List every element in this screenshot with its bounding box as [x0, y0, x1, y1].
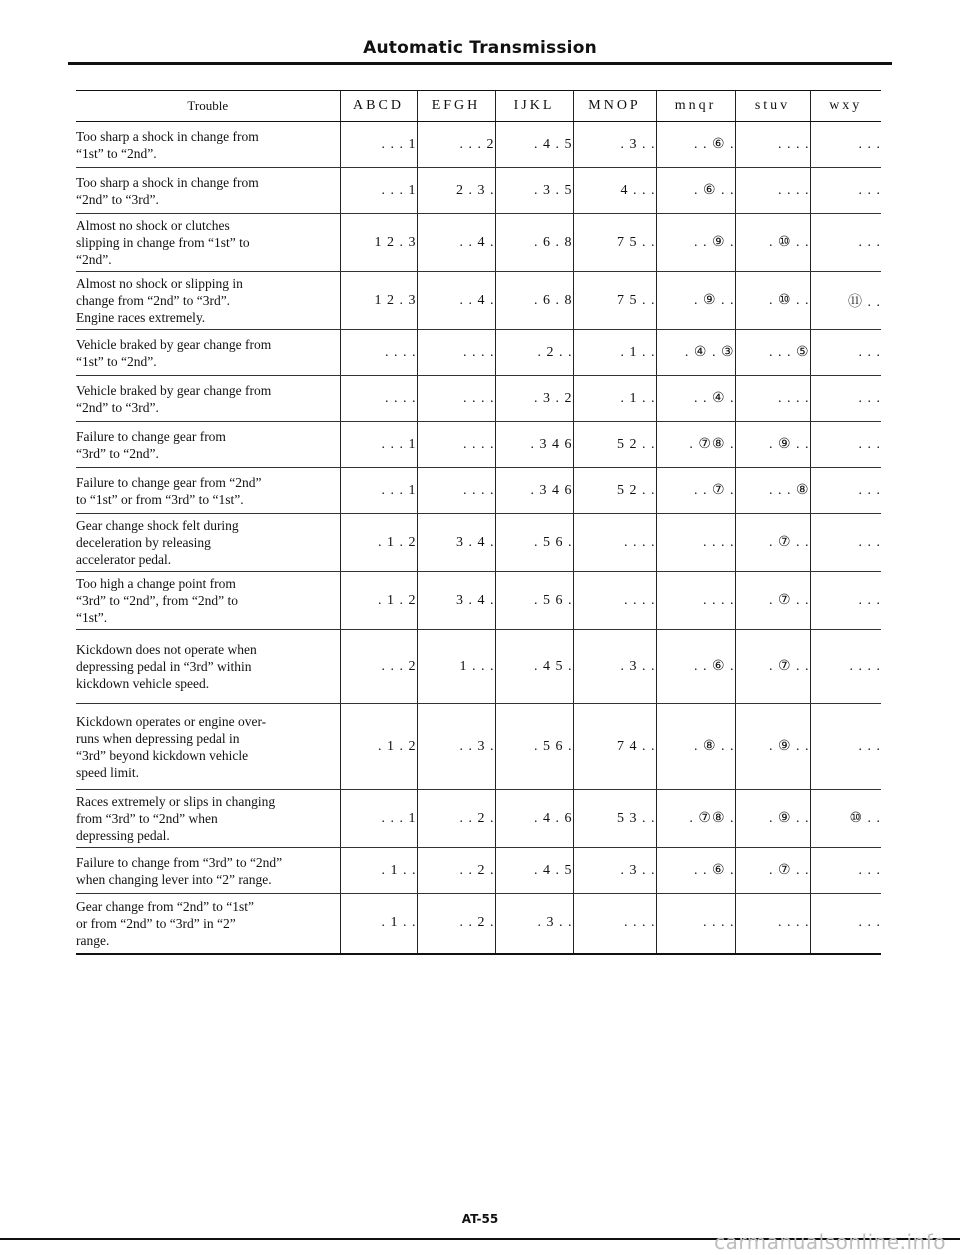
code-cell: . 6 . 8 — [495, 214, 573, 272]
code-cell: 3 . 4 . — [417, 572, 495, 630]
code-cell: . 5 6 . — [495, 704, 573, 790]
code-cell: . . 4 . — [417, 272, 495, 330]
code-cell: 5 2 . . — [573, 422, 656, 468]
code-cell: . . 2 . — [417, 894, 495, 954]
trouble-description — [76, 422, 340, 468]
code-cell: . 1 . 2 — [340, 704, 417, 790]
trouble-line: Almost no shock or clutches — [76, 218, 230, 233]
trouble-description — [76, 272, 340, 330]
code-cell: . . . . — [340, 376, 417, 422]
table-row — [76, 514, 881, 572]
code-cell: . . . 1 — [340, 790, 417, 848]
trouble-line: from “3rd” to “2nd” when — [76, 811, 218, 826]
code-cell: 5 3 . . — [573, 790, 656, 848]
code-cell: . . . — [810, 514, 881, 572]
trouble-line: “1st”. — [76, 610, 108, 625]
trouble-line: Vehicle braked by gear change from — [76, 382, 272, 398]
code-column-header: EFGH — [417, 91, 495, 122]
trouble-line: slipping in change from “1st” to — [76, 235, 250, 250]
trouble-line: runs when depressing pedal in — [76, 730, 240, 746]
table-row — [76, 894, 881, 954]
trouble-line: speed limit. — [76, 764, 139, 780]
trouble-line: Too high a change point from — [76, 576, 236, 591]
table-row — [76, 330, 881, 376]
header-rule — [68, 62, 892, 65]
trouble-line: accelerator pedal. — [76, 552, 172, 567]
code-cell: . 1 . . — [340, 894, 417, 954]
code-cell: . 1 . 2 — [340, 572, 417, 630]
trouble-description — [76, 790, 340, 848]
code-cell: . . . ⑧ — [735, 468, 810, 514]
trouble-diagnosis-table — [76, 90, 881, 955]
code-cell: . 5 6 . — [495, 514, 573, 572]
page-title: Automatic Transmission — [363, 38, 597, 58]
trouble-line: Too sharp a shock in change from — [76, 174, 259, 190]
trouble-line: Gear change from “2nd” to “1st” — [76, 898, 255, 914]
code-cell: . . . — [810, 376, 881, 422]
code-cell: . . . . — [656, 514, 735, 572]
code-cell: . 3 4 6 — [495, 468, 573, 514]
code-cell: 5 2 . . — [573, 468, 656, 514]
trouble-line: kickdown vehicle speed. — [76, 676, 210, 691]
table-row — [76, 422, 881, 468]
code-cell: . 3 . . — [573, 122, 656, 168]
trouble-description — [76, 376, 340, 422]
code-cell: . 4 . 5 — [495, 848, 573, 894]
code-cell: . . . . — [340, 330, 417, 376]
code-cell: . . ④ . — [656, 376, 735, 422]
code-cell: ⑩ . . — [810, 790, 881, 848]
code-cell: . . ⑥ . — [656, 630, 735, 704]
trouble-description — [76, 468, 340, 514]
trouble-line: when changing lever into “2” range. — [76, 871, 272, 887]
trouble-description — [76, 572, 340, 630]
trouble-line: range. — [76, 932, 110, 948]
code-cell: . . . — [810, 468, 881, 514]
code-cell: 7 5 . . — [573, 272, 656, 330]
code-cell: . . 3 . — [417, 704, 495, 790]
code-cell: . . . . — [656, 894, 735, 954]
code-cell: . . . — [810, 214, 881, 272]
code-cell: . . . . — [417, 468, 495, 514]
code-cell: . . ⑦ . — [656, 468, 735, 514]
code-cell: . . . ⑤ — [735, 330, 810, 376]
trouble-line: Failure to change gear from — [76, 428, 226, 444]
table-row — [76, 122, 881, 168]
code-cell: . . . 2 — [417, 122, 495, 168]
trouble-line: “1st” to “2nd”. — [76, 353, 157, 369]
code-cell: . 1 . . — [340, 848, 417, 894]
code-cell: . . . — [810, 894, 881, 954]
trouble-line: depressing pedal in “3rd” within — [76, 659, 252, 674]
table-row — [76, 572, 881, 630]
code-cell: 7 4 . . — [573, 704, 656, 790]
code-cell: . . . 1 — [340, 422, 417, 468]
trouble-description — [76, 122, 340, 168]
table-row — [76, 376, 881, 422]
trouble-line: Failure to change gear from “2nd” — [76, 474, 262, 490]
code-cell: . 4 . 6 — [495, 790, 573, 848]
code-column-header: wxy — [810, 91, 881, 122]
trouble-description — [76, 894, 340, 954]
code-cell: . 6 . 8 — [495, 272, 573, 330]
code-cell: . 3 . . — [573, 630, 656, 704]
code-cell: . . . . — [735, 894, 810, 954]
code-cell: . . 2 . — [417, 790, 495, 848]
code-cell: . ⑩ . . — [735, 214, 810, 272]
trouble-description — [76, 514, 340, 572]
trouble-description — [76, 330, 340, 376]
code-column-header: IJKL — [495, 91, 573, 122]
trouble-description — [76, 704, 340, 790]
trouble-line: Gear change shock felt during — [76, 518, 239, 533]
code-cell: . 3 . . — [573, 848, 656, 894]
table-row — [76, 790, 881, 848]
code-cell: . . . . — [573, 894, 656, 954]
code-cell: . . . . — [735, 376, 810, 422]
trouble-description — [76, 168, 340, 214]
code-cell: . 4 . 5 — [495, 122, 573, 168]
code-cell: . . . 2 — [340, 630, 417, 704]
code-column-header: ABCD — [340, 91, 417, 122]
code-cell: . . 4 . — [417, 214, 495, 272]
table-body — [76, 122, 881, 954]
code-cell: . . . — [810, 848, 881, 894]
code-cell: . 5 6 . — [495, 572, 573, 630]
code-cell: . . . — [810, 168, 881, 214]
code-cell: . . . . — [573, 514, 656, 572]
trouble-line: “2nd”. — [76, 252, 112, 267]
code-cell: . . ⑨ . — [656, 214, 735, 272]
code-cell: . . . — [810, 122, 881, 168]
code-cell: . ⑥ . . — [656, 168, 735, 214]
table-row — [76, 848, 881, 894]
code-column-header: MNOP — [573, 91, 656, 122]
code-cell: . ⑨ . . — [656, 272, 735, 330]
code-cell: . ④ . ③ — [656, 330, 735, 376]
code-cell: . ⑨ . . — [735, 704, 810, 790]
code-cell: . ⑦ . . — [735, 572, 810, 630]
trouble-line: Races extremely or slips in changing — [76, 794, 276, 809]
trouble-line: depressing pedal. — [76, 828, 170, 843]
code-cell: 1 . . . — [417, 630, 495, 704]
code-cell: . . . 1 — [340, 168, 417, 214]
table-row — [76, 630, 881, 704]
code-cell: . . . . — [735, 168, 810, 214]
code-cell: . . ⑥ . — [656, 848, 735, 894]
code-cell: . . . — [810, 572, 881, 630]
code-cell: . . 2 . — [417, 848, 495, 894]
table-row — [76, 214, 881, 272]
code-cell: 2 . 3 . — [417, 168, 495, 214]
table-row — [76, 704, 881, 790]
code-cell: . ⑩ . . — [735, 272, 810, 330]
code-cell: . 1 . . — [573, 376, 656, 422]
trouble-column-header: Trouble — [76, 91, 340, 122]
trouble-line: Engine races extremely. — [76, 310, 206, 325]
code-cell: . ⑨ . . — [735, 790, 810, 848]
code-cell: . 4 5 . — [495, 630, 573, 704]
trouble-line: Kickdown does not operate when — [76, 642, 257, 657]
code-cell: . . . . — [735, 122, 810, 168]
trouble-description — [76, 214, 340, 272]
watermark: carmanualsonline.info — [714, 1230, 946, 1254]
code-column-header: mnqr — [656, 91, 735, 122]
code-cell: . ⑦ . . — [735, 514, 810, 572]
code-cell: . . . — [810, 330, 881, 376]
code-cell: 1 2 . 3 — [340, 214, 417, 272]
code-cell: . 1 . . — [573, 330, 656, 376]
code-cell: . 2 . . — [495, 330, 573, 376]
code-cell: . . . . — [417, 330, 495, 376]
code-cell: . ⑧ . . — [656, 704, 735, 790]
table-row — [76, 272, 881, 330]
trouble-line: Too sharp a shock in change from — [76, 128, 259, 144]
trouble-line: “3rd” beyond kickdown vehicle — [76, 747, 249, 763]
trouble-line: Vehicle braked by gear change from — [76, 336, 272, 352]
trouble-line: Kickdown operates or engine over- — [76, 713, 267, 729]
code-cell: 7 5 . . — [573, 214, 656, 272]
page-number: AT-55 — [461, 1212, 499, 1226]
code-cell: . ⑦⑧ . — [656, 422, 735, 468]
code-cell: . . . 1 — [340, 122, 417, 168]
code-cell: . . ⑥ . — [656, 122, 735, 168]
code-cell: . 3 . . — [495, 894, 573, 954]
code-cell: . . . . — [573, 572, 656, 630]
code-cell: . ⑦ . . — [735, 848, 810, 894]
code-cell: . 3 4 6 — [495, 422, 573, 468]
table-header-row — [76, 91, 881, 122]
trouble-line: Failure to change from “3rd” to “2nd” — [76, 854, 283, 870]
trouble-line: or from “2nd” to “3rd” in “2” — [76, 915, 236, 931]
code-cell: 4 . . . — [573, 168, 656, 214]
trouble-line: to “1st” or from “3rd” to “1st”. — [76, 491, 244, 507]
trouble-line: “2nd” to “3rd”. — [76, 399, 159, 415]
code-cell: . 3 . 5 — [495, 168, 573, 214]
trouble-line: change from “2nd” to “3rd”. — [76, 293, 231, 308]
trouble-line: “3rd” to “2nd”. — [76, 445, 159, 461]
code-cell: . . . — [810, 422, 881, 468]
table-row — [76, 168, 881, 214]
code-cell: ⑪ . . — [810, 272, 881, 330]
code-cell: . . . . — [656, 572, 735, 630]
code-cell: 3 . 4 . — [417, 514, 495, 572]
code-cell: . 1 . 2 — [340, 514, 417, 572]
code-cell: . 3 . 2 — [495, 376, 573, 422]
code-cell: . ⑨ . . — [735, 422, 810, 468]
trouble-description — [76, 630, 340, 704]
code-cell: . . . 1 — [340, 468, 417, 514]
trouble-line: Almost no shock or slipping in — [76, 276, 243, 291]
code-cell: 1 2 . 3 — [340, 272, 417, 330]
code-cell: . . . . — [810, 630, 881, 704]
trouble-line: deceleration by releasing — [76, 535, 211, 550]
code-cell: . . . — [810, 704, 881, 790]
code-cell: . ⑦ . . — [735, 630, 810, 704]
code-cell: . ⑦⑧ . — [656, 790, 735, 848]
code-cell: . . . . — [417, 422, 495, 468]
code-column-header: stuv — [735, 91, 810, 122]
code-cell: . . . . — [417, 376, 495, 422]
trouble-line: “2nd” to “3rd”. — [76, 191, 159, 207]
trouble-line: “3rd” to “2nd”, from “2nd” to — [76, 593, 238, 608]
table-row — [76, 468, 881, 514]
trouble-description — [76, 848, 340, 894]
trouble-line: “1st” to “2nd”. — [76, 145, 157, 161]
